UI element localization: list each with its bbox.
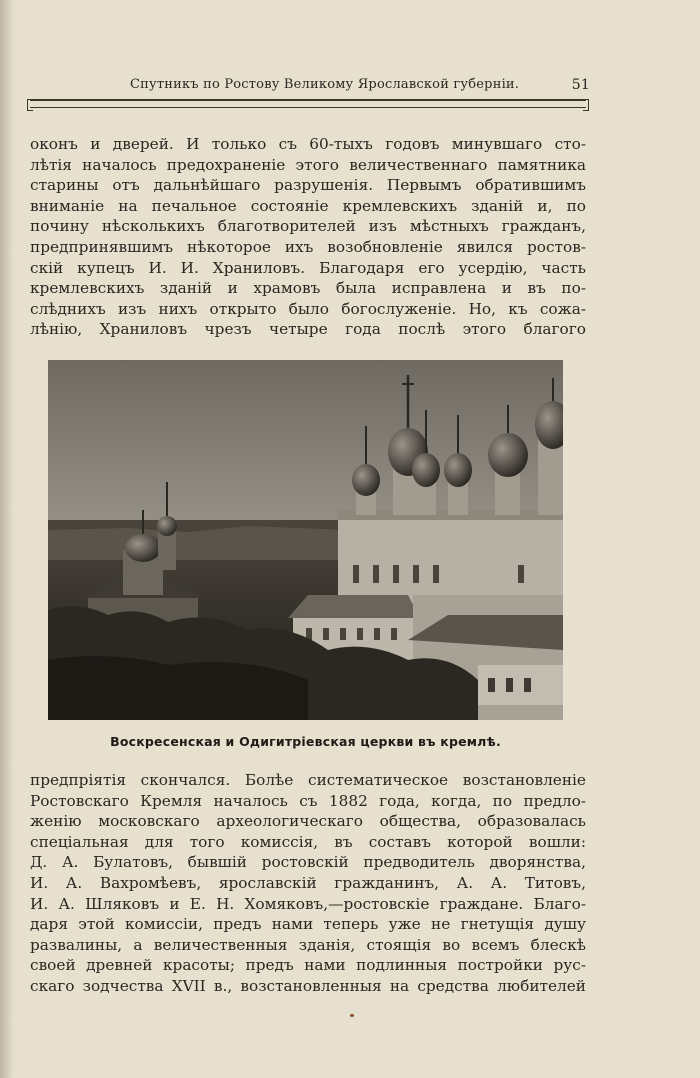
ink-speck: [350, 1014, 354, 1017]
header-rule: [30, 99, 586, 108]
text-line: лѣтія началось предохраненіе этого величественнаго памятника: [30, 155, 586, 174]
text-line: кремлевскихъ зданій и храмовъ была исправлена и въ по-: [30, 279, 586, 298]
text-line: женію московскаго археологическаго общества, образовалась: [30, 812, 586, 831]
text-line: И. А. Вахромѣевъ, ярославскій гражданинъ, А. А. Титовъ,: [30, 873, 586, 892]
running-head: [30, 74, 590, 98]
text-line: даря этой комиссіи, предъ нами теперь уже не гнетущія душу: [30, 915, 586, 934]
text-line: слѣднихъ изъ нихъ открыто было богослуженіе. Но, къ сожа-: [30, 299, 586, 318]
text-line: скій купецъ И. И. Храниловъ. Благодаря его усердію, часть: [30, 258, 586, 277]
kremlin-churches-photo: [48, 360, 563, 720]
figure-caption: Воскресенская и Одигитріевская церкви въ кремлѣ.: [110, 734, 501, 749]
text-line: предпріятія скончался. Болѣе систематическое возстановленіе: [30, 771, 586, 789]
text-line: Д. А. Булатовъ, бывшій ростовскій предводитель дворянства,: [30, 853, 586, 872]
text-line: Ростовскаго Кремля началось съ 1882 года, когда, по предло-: [30, 791, 586, 810]
text-line: лѣнію, Храниловъ чрезъ четыре года послѣ этого благого: [30, 320, 586, 339]
text-line: почину нѣсколькихъ благотворителей изъ мѣстныхъ гражданъ,: [30, 217, 586, 236]
text-line: предпринявшимъ нѣкоторое ихъ возобновленіе явился ростов-: [30, 237, 586, 256]
text-line: старины отъ дальнѣйшаго разрушенія. Первымъ обратившимъ: [30, 176, 586, 195]
paragraph-bottom: [30, 770, 586, 997]
text-line: своей древней красоты; предъ нами подлинныя постройки рус-: [30, 956, 586, 975]
text-line: спеціальная для того комиссія, въ составъ которой вошли:: [30, 832, 586, 851]
page-number: 51: [571, 77, 590, 93]
running-title: Спутникъ по Ростову Великому Ярославской губерніи.: [130, 77, 520, 92]
text-line: вниманіе на печальное состояніе кремлевскихъ зданій и, по: [30, 196, 586, 215]
text-line: И. А. Шляковъ и Е. Н. Хомяковъ,—ростовскіе граждане. Благо-: [30, 894, 586, 913]
text-line: скаго зодчества XVII в., возстановленныя на средства любителей: [30, 976, 586, 995]
page-edge-shadow: [0, 0, 14, 1078]
text-line: оконъ и дверей. И только съ 60-тыхъ годовъ минувшаго сто-: [30, 135, 586, 153]
paragraph-top: [30, 134, 586, 340]
text-line: развалины, а величественныя зданія, стоящія во всемъ блескѣ: [30, 935, 586, 954]
